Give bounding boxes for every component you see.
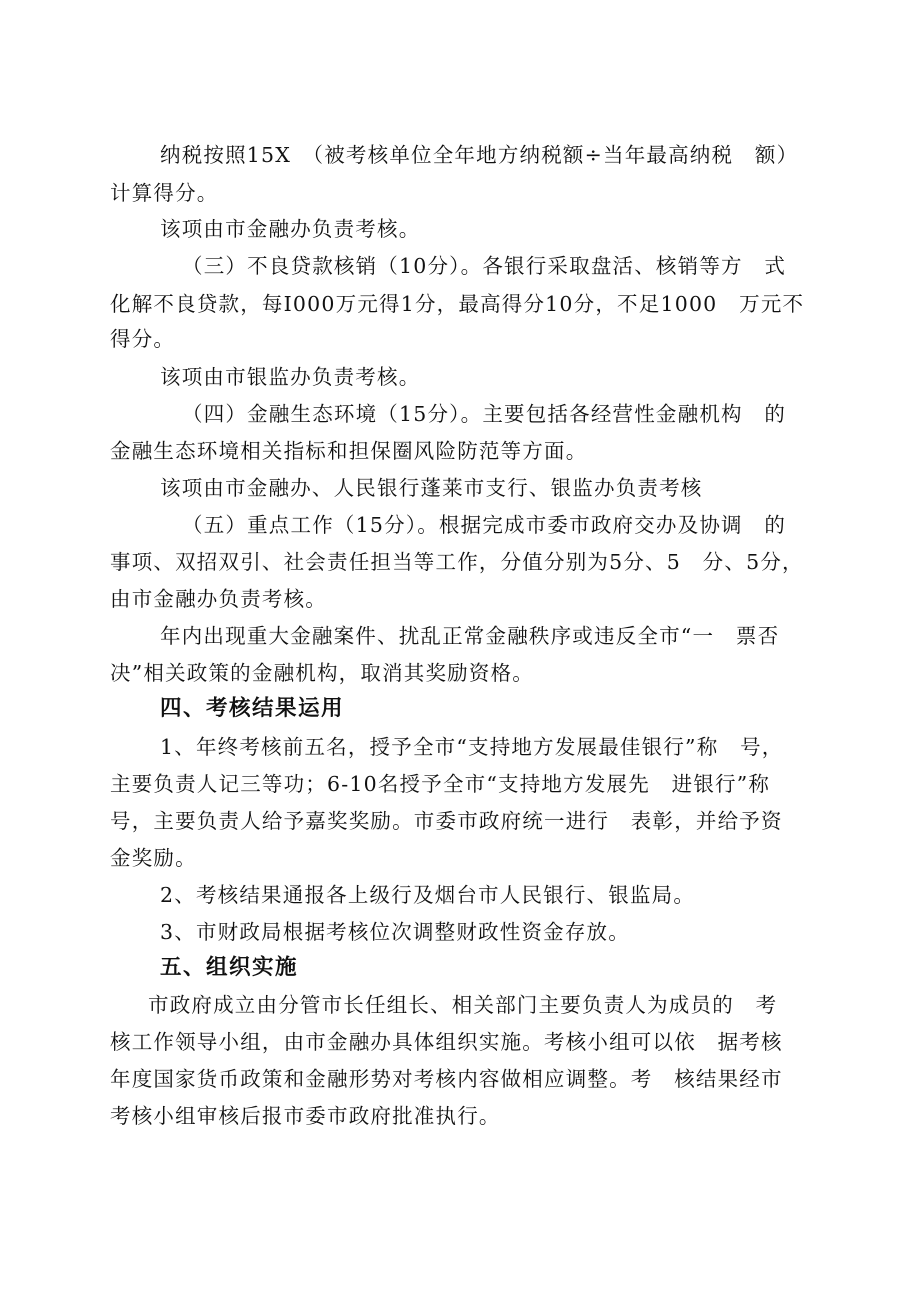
paragraph-line: 1、年终考核前五名，授予全市“支持地方发展最佳银行”称 号， [160,735,784,759]
paragraph-line: 3、市财政局根据考核位次调整财政性资金存放。 [160,920,630,944]
paragraph-line: 决”相关政策的金融机构，取消其奖励资格。 [110,661,534,685]
section-heading: 五、组织实施 [160,955,299,980]
paragraph-line: 核工作领导小组，由市金融办具体组织实施。考核小组可以依 据考核 [110,1030,783,1054]
paragraph-line: （三）不良贷款核销（10分）。各银行采取盘活、核销等方 式 [182,254,787,278]
paragraph-line: 由市金融办负责考核。 [110,587,327,611]
paragraph-line: 考核小组审核后报市委市政府批准执行。 [110,1104,501,1128]
paragraph-line: 号，主要负责人给予嘉奖奖励。市委市政府统一进行 表彰，并给予资 [110,809,783,833]
paragraph-line: 金融生态环境相关指标和担保圈风险防范等方面。 [110,439,588,463]
paragraph-line: 事项、双招双引、社会责任担当等工作，分值分别为5分、5 分、5分， [110,550,804,574]
paragraph-line: 纳税按照15X （被考核单位全年地方纳税额÷当年最高纳税 额） [160,143,799,167]
paragraph-line: 年内出现重大金融案件、扰乱正常金融秩序或违反全市“一 票否 [160,624,780,648]
paragraph-line: 化解不良贷款，每I000万元得1分，最高得分10分，不足1000 万元不 [110,292,805,316]
paragraph-line: 该项由市银监办负责考核。 [160,365,421,389]
section-heading: 四、考核结果运用 [160,696,345,721]
paragraph-line: 金奖励。 [110,846,197,870]
paragraph-line: （五）重点工作（15分）。根据完成市委市政府交办及协调 的 [182,513,787,537]
paragraph-line: （四）金融生态环境（15分）。主要包括各经营性金融机构 的 [182,402,787,426]
paragraph-line: 年度国家货币政策和金融形势对考核内容做相应调整。考 核结果经市 [110,1067,783,1091]
paragraph-line: 市政府成立由分管市长任组长、相关部门主要负责人为成员的 考 [148,993,778,1017]
paragraph-line: 该项由市金融办、人民银行蓬莱市支行、银监办负责考核 [160,476,703,500]
paragraph-line: 主要负责人记三等功；6-10名授予全市“支持地方发展先 进银行”称 [110,772,771,796]
paragraph-line: 2、考核结果通报各上级行及烟台市人民银行、银监局。 [160,883,696,907]
paragraph-line: 计算得分。 [110,181,219,205]
paragraph-line: 该项由市金融办负责考核。 [160,217,421,241]
paragraph-line: 得分。 [110,327,176,351]
